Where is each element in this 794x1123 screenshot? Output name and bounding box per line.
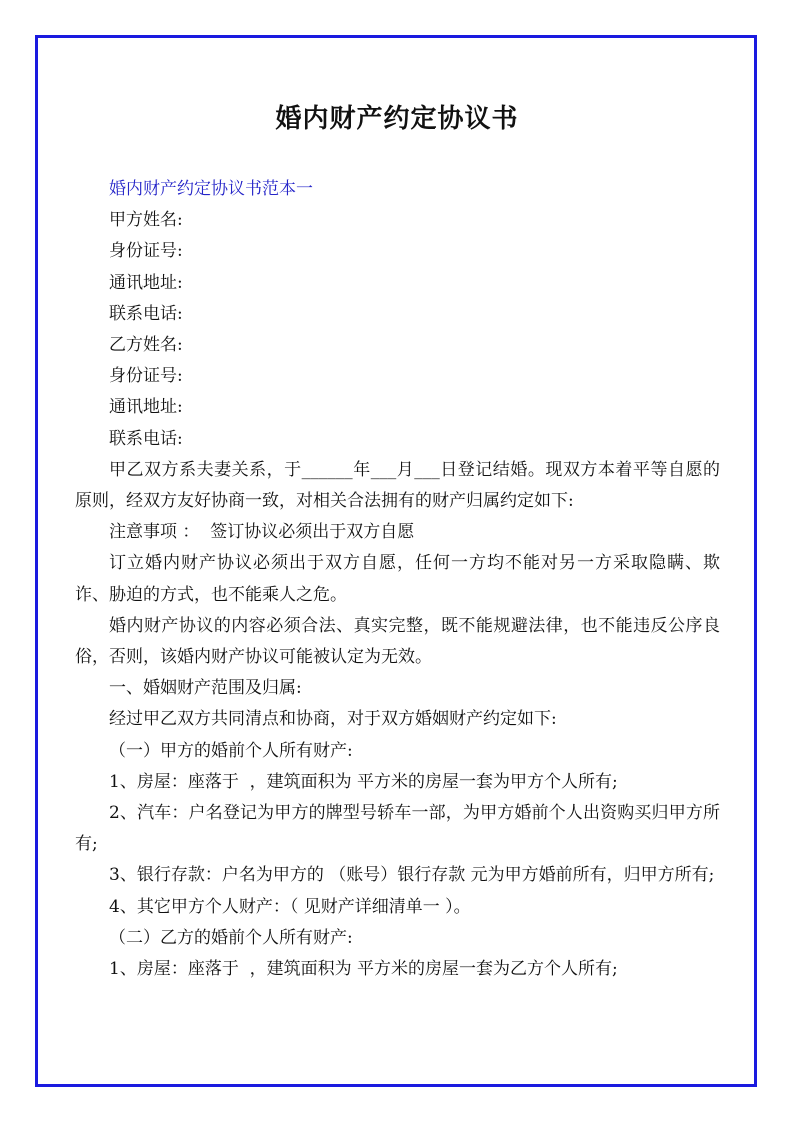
notice-voluntary: 订立婚内财产协议必须出于双方自愿，任何一方均不能对另一方采取隐瞒、欺诈、胁迫的方式，也不能乘人之危。 [75, 553, 720, 605]
party-a-deposit: 3、银行存款：户名为甲方的 （账号）银行存款 元为甲方婚前所有，归甲方所有; [109, 865, 715, 886]
section-heading-1: 一、婚姻财产范围及归属: [109, 678, 302, 699]
document-title: 婚内财产约定协议书 [275, 104, 519, 134]
party-a-id: 身份证号: [109, 241, 183, 262]
document-body [75, 174, 720, 985]
notice-legality: 婚内财产协议的内容必须合法、真实完整，既不能规避法律，也不能违反公序良俗，否则，该婚内财产协议可能被认定为无效。 [75, 615, 720, 668]
party-a-address: 通讯地址: [109, 272, 183, 293]
party-a-phone: 联系电话: [109, 303, 183, 324]
party-a-car: 2、汽车：户名登记为甲方的牌型号轿车一部，为甲方婚前个人出资购买归甲方所有; [75, 803, 720, 855]
party-a-other: 4、其它甲方个人财产：（ 见财产详细清单一 ）。 [109, 896, 471, 917]
subsection-a-heading: （一）甲方的婚前个人所有财产: [109, 740, 353, 761]
intro-paragraph: 甲乙双方系夫妻关系，于______年___月___日登记结婚。现双方本着平等自愿的原则，经双方友好协商一致，对相关合法拥有的财产归属约定如下: [75, 459, 720, 512]
subsection-b-heading: （二）乙方的婚前个人所有财产: [109, 927, 353, 948]
document-subtitle: 婚内财产约定协议书范本一 [109, 179, 313, 199]
party-a-house: 1、房屋：座落于 ，建筑面积为 平方米的房屋一套为甲方个人所有; [109, 771, 618, 792]
notice-heading: 注意事项 ： 签订协议必须出于双方自愿 [109, 522, 415, 543]
party-b-name: 乙方姓名: [109, 335, 183, 356]
party-b-phone: 联系电话: [109, 428, 183, 449]
party-b-house: 1、房屋：座落于 ，建筑面积为 平方米的房屋一套为乙方个人所有; [109, 959, 618, 980]
party-b-address: 通讯地址: [109, 397, 183, 418]
party-a-name: 甲方姓名: [109, 210, 183, 231]
party-b-id: 身份证号: [109, 366, 183, 387]
section-1-intro: 经过甲乙双方共同清点和协商，对于双方婚姻财产约定如下: [109, 709, 557, 730]
